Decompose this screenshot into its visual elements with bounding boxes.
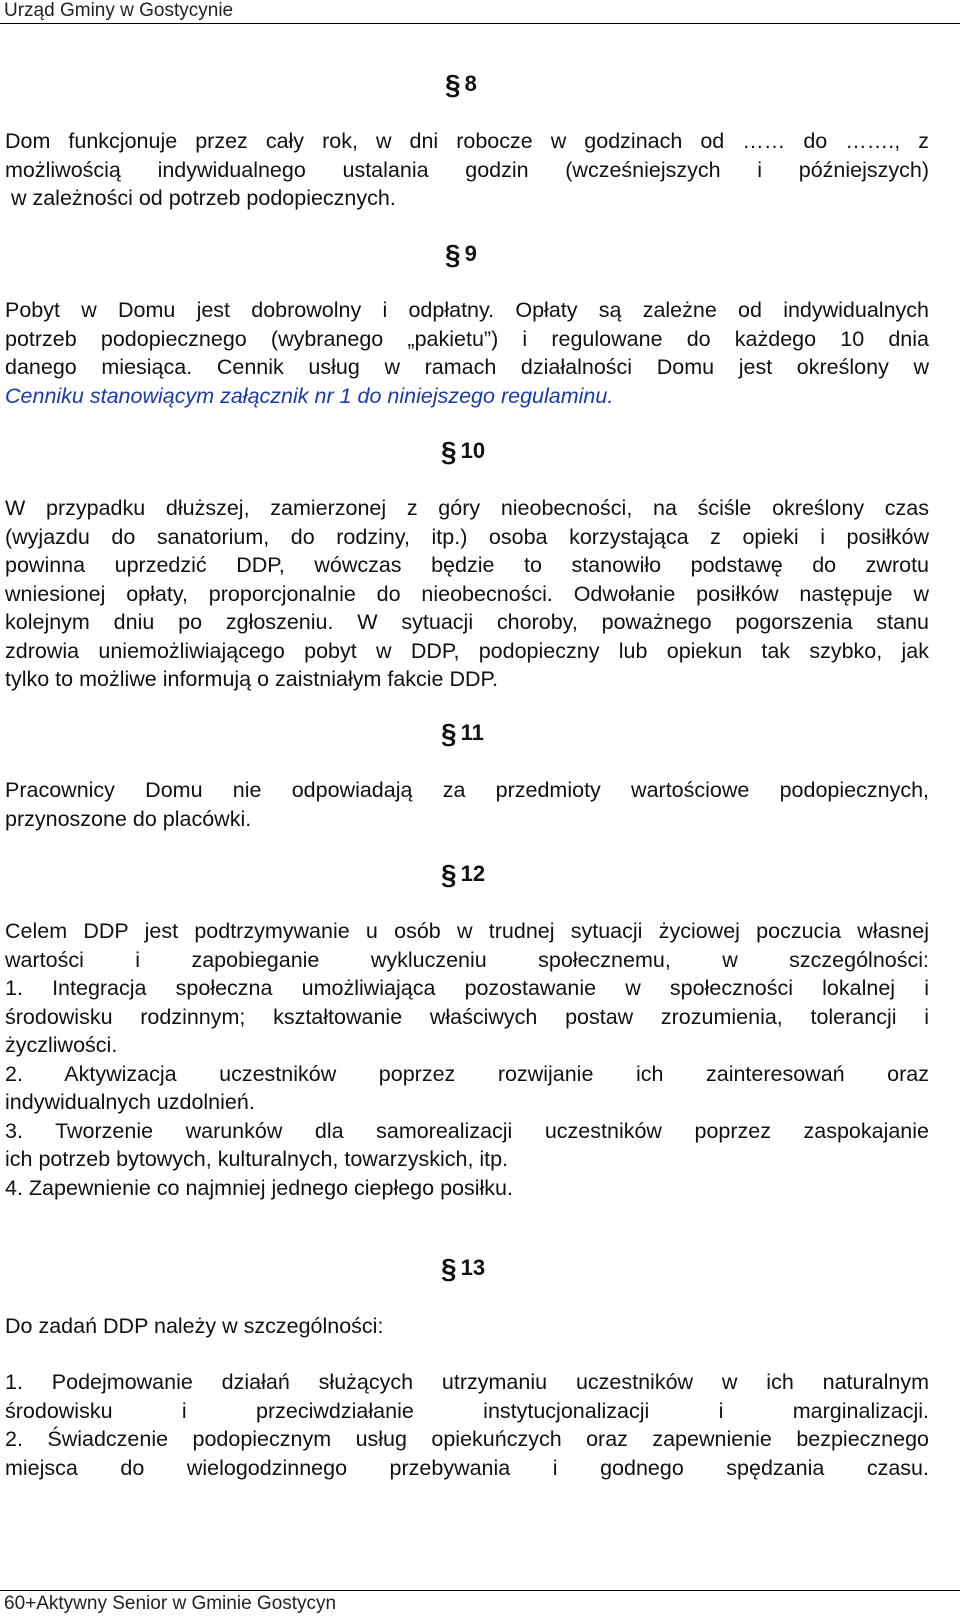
text-line: 1. Podejmowanie działań służących utrzymaniu uczestników w ich naturalnym bbox=[5, 1370, 929, 1394]
section-heading-11 bbox=[441, 719, 641, 748]
text-line: Celem DDP jest podtrzymywanie u osób w trudnej sytuacji życiowej poczucia własnej bbox=[5, 919, 929, 943]
text-line: życzliwości. bbox=[5, 1033, 118, 1057]
text-line: Dom funkcjonuje przez cały rok, w dni robocze w godzinach od …… do ……., z bbox=[5, 129, 929, 153]
text-line: potrzeb podopiecznego (wybranego „pakietu”) i regulowane do każdego 10 dnia bbox=[5, 326, 929, 351]
text-line: Pobyt w Domu jest dobrowolny i odpłatny. Opłaty są zależne od indywidualnych bbox=[5, 298, 929, 322]
text-line: 2. Świadczenie podopiecznym usług opiekuńczych oraz zapewnienie bezpiecznego bbox=[5, 1427, 929, 1451]
text-line: Do zadań DDP należy w szczególności: bbox=[5, 1314, 384, 1338]
paragraph-sign: § bbox=[441, 1253, 457, 1284]
text-line: przynoszone do placówki. bbox=[5, 806, 252, 831]
section-heading-13 bbox=[441, 1254, 641, 1283]
text-line: możliwością indywidualnego ustalania godzin (wcześniejszych i późniejszych) bbox=[5, 157, 929, 182]
text-line: ich potrzeb bytowych, kulturalnych, towarzyskich, itp. bbox=[5, 1147, 509, 1171]
text-line: środowisku i przeciwdziałanie instytucjonalizacji i marginalizacji. bbox=[5, 1398, 929, 1423]
text-line: 1. Integracja społeczna umożliwiająca pozostawanie w społeczności lokalnej i bbox=[5, 976, 929, 1000]
text-line: środowisku rodzinnym; kształtowanie właściwych postaw zrozumienia, tolerancji i bbox=[5, 1004, 929, 1029]
text-line: indywidualnych uzdolnień. bbox=[5, 1090, 255, 1114]
paragraph-sign: § bbox=[445, 69, 461, 100]
section-heading-10 bbox=[441, 437, 641, 466]
paragraph-sign: § bbox=[441, 859, 457, 890]
page-header bbox=[0, 0, 960, 24]
text-line: 3. Tworzenie warunków dla samorealizacji uczestników poprzez zaspokajanie bbox=[5, 1118, 929, 1143]
header-title: Urząd Gminy w Gostycynie bbox=[4, 0, 234, 21]
section-number: 8 bbox=[464, 71, 477, 96]
text-line: danego miesiąca. Cennik usług w ramach działalności Domu jest określony w bbox=[5, 355, 929, 379]
section-9-text bbox=[5, 296, 929, 410]
page-footer bbox=[0, 1590, 960, 1617]
text-line: 2. Aktywizacja uczestników poprzez rozwijanie ich zainteresowań oraz bbox=[5, 1061, 929, 1086]
text-line: wniesionej opłaty, proporcjonalnie do nieobecności. Odwołanie posiłków następuje w bbox=[5, 581, 929, 606]
text-line: powinna uprzedzić DDP, wówczas będzie to stanowiło podstawę do zwrotu bbox=[5, 553, 929, 577]
section-heading-12 bbox=[441, 860, 641, 889]
text-line: (wyjazdu do sanatorium, do rodziny, itp.) osoba korzystająca z opieki i posiłków bbox=[5, 524, 929, 549]
section-11-text bbox=[5, 776, 929, 833]
section-number: 10 bbox=[460, 438, 486, 463]
section-13-intro bbox=[5, 1312, 929, 1341]
paragraph-sign: § bbox=[441, 436, 457, 467]
section-12-text bbox=[5, 917, 929, 1202]
text-line: w zależności od potrzeb podopiecznych. bbox=[5, 186, 396, 210]
price-list-reference: Cenniku stanowiącym załącznik nr 1 do niniejszego regulaminu. bbox=[5, 383, 614, 408]
footer-text: 60+Aktywny Senior w Gminie Gostycyn bbox=[4, 1593, 337, 1614]
section-10-text bbox=[5, 494, 929, 694]
text-line: miejsca do wielogodzinnego przebywania i godnego spędzania czasu. bbox=[5, 1455, 929, 1480]
text-line: kolejnym dniu po zgłoszeniu. W sytuacji choroby, poważnego pogorszenia stanu bbox=[5, 610, 929, 634]
section-number: 12 bbox=[460, 861, 486, 886]
section-number: 9 bbox=[464, 241, 477, 266]
section-8-text bbox=[5, 127, 929, 213]
text-line: W przypadku dłuższej, zamierzonej z góry nieobecności, na ściśle określony czas bbox=[5, 496, 929, 520]
text-line: Pracownicy Domu nie odpowiadają za przedmioty wartościowe podopiecznych, bbox=[5, 778, 929, 802]
section-heading-8 bbox=[445, 70, 645, 99]
section-number: 11 bbox=[460, 720, 484, 745]
paragraph-sign: § bbox=[445, 239, 461, 270]
text-line: 4. Zapewnienie co najmniej jednego ciepłego posiłku. bbox=[5, 1175, 513, 1200]
paragraph-sign: § bbox=[441, 718, 457, 749]
section-13-text bbox=[5, 1368, 929, 1482]
section-number: 13 bbox=[460, 1255, 486, 1280]
text-line: zdrowia uniemożliwiającego pobyt w DDP, podopieczny lub opiekun tak szybko, jak bbox=[5, 638, 929, 663]
section-heading-9 bbox=[445, 240, 645, 269]
text-line: wartości i zapobieganie wykluczeniu społecznemu, w szczególności: bbox=[5, 947, 929, 972]
text-line: tylko to możliwe informują o zaistniałym fakcie DDP. bbox=[5, 667, 499, 691]
